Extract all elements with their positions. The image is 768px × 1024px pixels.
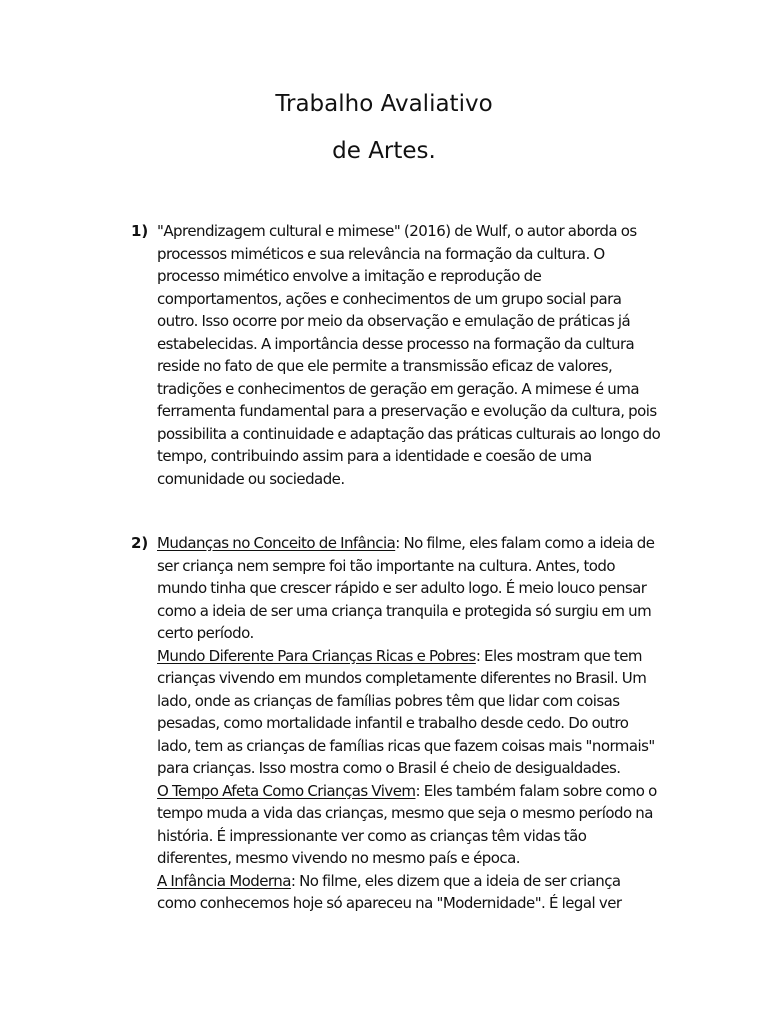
section-body: : No filme, eles falam como a ideia de ser criança nem sempre foi tão importante na cultura. Antes, todo mundo tinha que crescer rápido e ser adulto logo. É meio louco pensar como a ideia de ser uma criança tranquila e protegida só surgiu em um certo período. (157, 534, 655, 642)
section-body: : No filme, eles dizem que a ideia de ser criança como conhecemos hoje só apareceu na "Modernidade". É legal ver (157, 871, 622, 912)
section-heading: A Infância Moderna (157, 871, 291, 890)
section-body: : Eles mostram que tem crianças vivendo em mundos completamente diferentes no Brasil. Um lado, onde as crianças de famílias pobres têm que lidar com coisas pesadas, como mortalidade infantil e trabalho desde cedo. Do outro lado, tem as crianças de famílias ricas que fazem coisas mais "normais" para crianças. Isso mostra como o Brasil é cheio de desigualdades. (157, 646, 655, 777)
paragraph: "Aprendizagem cultural e mimese" (2016) de Wulf, o autor aborda os processos miméticos e sua relevância na formação da cultura. O processo mimético envolve a imitação e reprodução de comportamentos, ações e conhecimentos de um grupo social para outro. Isso ocorre por meio da observação e emulação de práticas já estabelecidas. A importância desse processo na formação da cultura reside no fato de que ele permite a transmissão eficaz de valores, tradições e conhecimentos de geração em geração. A mimese é uma ferramenta fundamental para a preservação e evolução da cultura, pois possibilita a continuidade e adaptação das práticas culturais ao longo do tempo, contribuindo assim para a identidade e coesão de uma comunidade ou sociedade. (157, 222, 661, 488)
list-item-number: 1) (131, 222, 149, 240)
paragraph (157, 870, 662, 915)
section-body: : Eles também falam sobre como o tempo muda a vida das crianças, mesmo que seja o mesmo período na história. É impressionante ver como as crianças têm vidas tão diferentes, mesmo vivendo no mesmo país e época. (157, 781, 657, 867)
list-item-text (157, 220, 662, 490)
section-heading: Mundo Diferente Para Crianças Ricas e Pobres (157, 646, 476, 665)
paragraph (157, 780, 662, 870)
list-item-number: 2) (131, 534, 149, 552)
document-title-line-1: Trabalho Avaliativo (275, 91, 493, 117)
section-heading: O Tempo Afeta Como Crianças Vivem (157, 781, 416, 800)
paragraph (157, 645, 662, 780)
paragraph (157, 532, 662, 645)
document-title-line-2: de Artes. (332, 138, 436, 164)
list-item-text (157, 532, 662, 915)
section-heading: Mudanças no Conceito de Infância (157, 534, 396, 552)
